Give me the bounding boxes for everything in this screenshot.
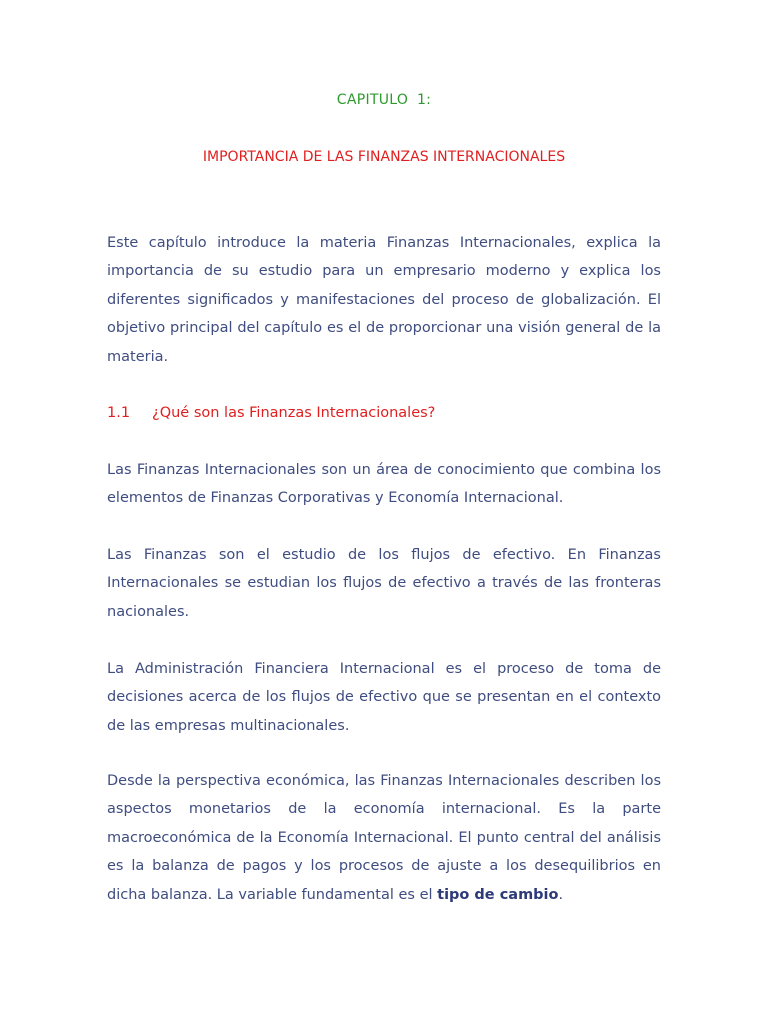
chapter-label: CAPITULO 1: [336, 92, 432, 108]
paragraph-perspectiva-text: Desde la perspectiva económica, las Finanzas Internacionales describen los aspectos monetarios de la economía internacional. Es la parte macroeconómica de la Economía Internacional. El punto central del análisis es la balanza de pagos y los procesos de ajuste a los desequilibrios en dicha balanza. La variable fundamental es el [107, 773, 661, 903]
bold-term-tipo-de-cambio: tipo de cambio [437, 886, 559, 903]
paragraph-administracion: La Administración Financiera Internacional es el proceso de toma de decisiones acerca de los flujos de efectivo que se presentan en el contexto de las empresas multinacionales. [107, 661, 661, 734]
section-number: 1.1 [107, 405, 131, 421]
intro-paragraph: Este capítulo introduce la materia Finanzas Internacionales, explica la importancia de su estudio para un empresario moderno y explica los diferentes significados y manifestaciones del proceso de globalización. El objetivo principal del capítulo es el de proporcionar una visión general de la materia. [107, 235, 661, 365]
section-title: ¿Qué son las Finanzas Internacionales? [152, 405, 436, 421]
paragraph-perspectiva [107, 767, 661, 909]
paragraph-perspectiva-end: . [558, 886, 564, 903]
paragraph-finanzas: Las Finanzas son el estudio de los flujos de efectivo. En Finanzas Internacionales se estudian los flujos de efectivo a través de las fronteras nacionales. [107, 547, 661, 620]
section-heading [107, 402, 435, 424]
chapter-title: IMPORTANCIA DE LAS FINANZAS INTERNACIONALES [202, 149, 566, 165]
paragraph-definition: Las Finanzas Internacionales son un área de conocimiento que combina los elementos de Finanzas Corporativas y Economía Internacional. [107, 462, 661, 507]
